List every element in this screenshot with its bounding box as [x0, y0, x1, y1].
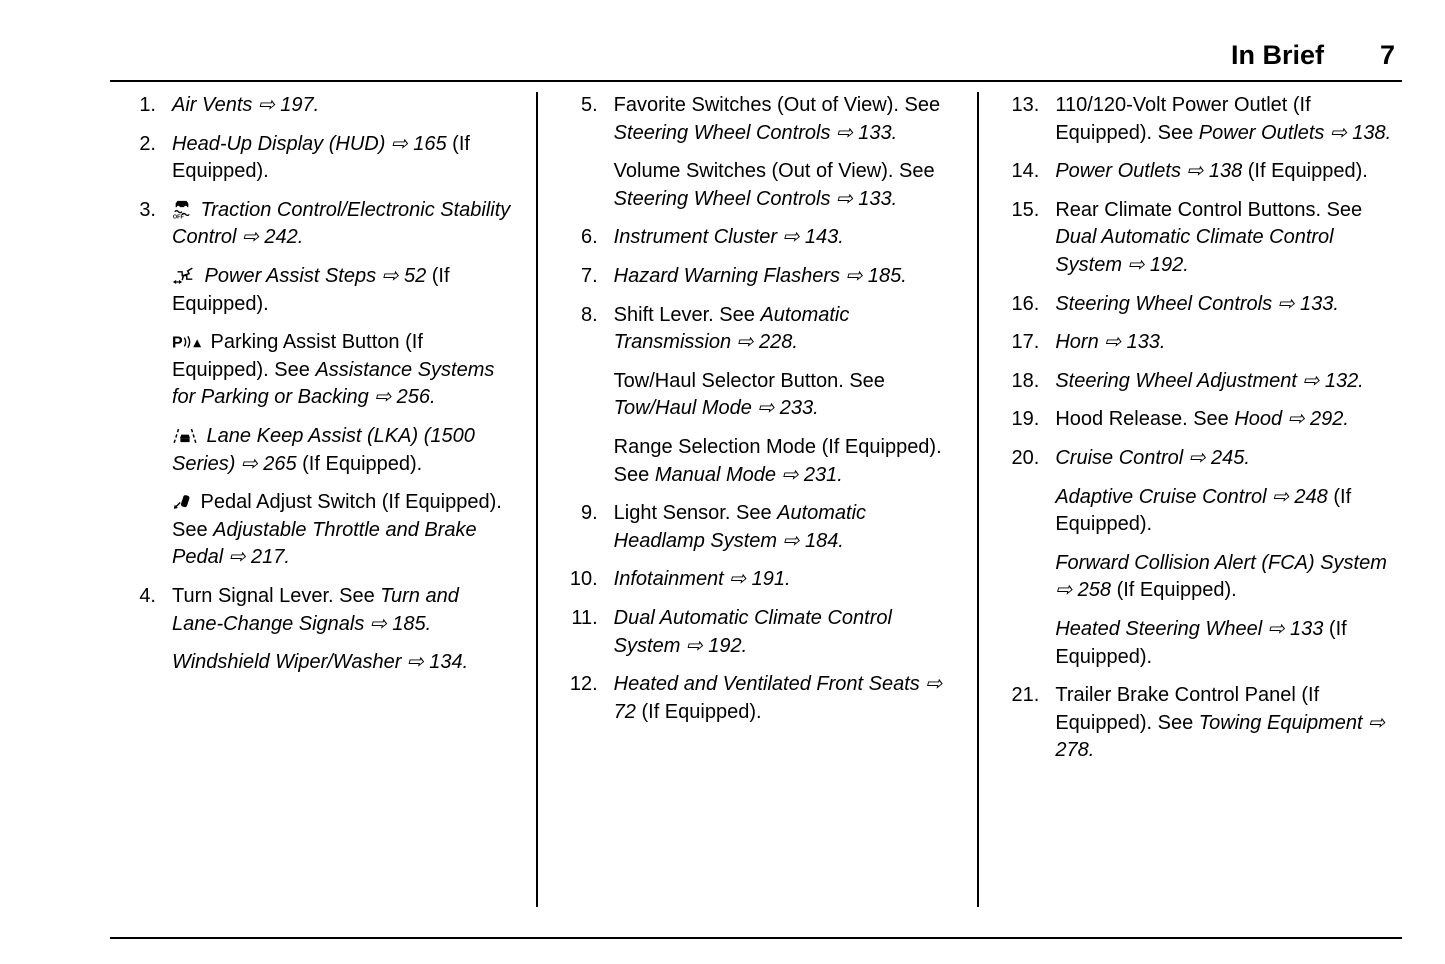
- item-number: 11.: [571, 606, 598, 629]
- text-segment: Adaptive Cruise Control ⇨ 248: [1055, 485, 1328, 508]
- item-body: [172, 583, 512, 688]
- list-item: [562, 671, 954, 737]
- list-item: [562, 92, 954, 224]
- text-segment: Power Outlets ⇨ 138.: [1198, 121, 1392, 144]
- item-body: [1055, 682, 1395, 776]
- list-item: [562, 605, 954, 671]
- item-paragraph: [1055, 158, 1395, 186]
- item-paragraph: [614, 434, 954, 489]
- text-segment: Tow/Haul Selector Button. See: [613, 369, 885, 392]
- item-number: 5.: [580, 94, 598, 116]
- item-number: 18.: [1011, 369, 1040, 392]
- text-segment: Parking Assist Button (If Equipped). See: [172, 331, 423, 381]
- page-number: 7: [1379, 40, 1395, 70]
- item-paragraph: [1055, 445, 1395, 473]
- list-item: [562, 263, 954, 302]
- text-segment: Trailer Brake Control Panel (If Equipped). See: [1055, 684, 1320, 734]
- parking-assist-icon: [172, 333, 202, 351]
- item-paragraph: [614, 566, 954, 594]
- list-item: [1003, 682, 1395, 776]
- item-number: 17.: [1011, 331, 1040, 354]
- item-number: 19.: [1011, 408, 1040, 431]
- list-item: [1003, 406, 1395, 445]
- text-segment: Power Outlets ⇨ 138: [1055, 160, 1243, 183]
- text-segment: Lane Keep Assist (LKA) (1500 Series) ⇨ 265: [172, 424, 475, 475]
- item-number: 16.: [1011, 292, 1040, 315]
- text-segment: Hood Release. See: [1055, 408, 1235, 431]
- item-paragraph: [1055, 616, 1395, 671]
- item-body: [1055, 158, 1395, 197]
- item-body: [614, 500, 954, 566]
- list-item: [562, 302, 954, 501]
- text-segment: Infotainment ⇨ 191.: [613, 568, 791, 591]
- page-header: [110, 40, 1395, 71]
- item-number: 21.: [1011, 684, 1040, 707]
- text-segment: (If Equipped).: [172, 264, 450, 315]
- item-paragraph: [614, 500, 954, 555]
- text-segment: Towing Equipment ⇨ 278.: [1055, 711, 1385, 762]
- text-segment: Dual Automatic Climate Control System ⇨ 192.: [1055, 226, 1334, 276]
- list-item: [120, 92, 512, 131]
- text-segment: Rear Climate Control Buttons. See: [1055, 198, 1363, 221]
- list-item: [562, 224, 954, 263]
- text-segment: Dual Automatic Climate Control System ⇨ 192.: [613, 606, 892, 657]
- item-paragraph: [614, 92, 954, 147]
- item-body: [614, 263, 954, 302]
- item-paragraph: [614, 158, 954, 213]
- text-segment: Traction Control/Electronic Stability Control ⇨ 242.: [172, 198, 511, 249]
- text-segment: Adjustable Throttle and Brake Pedal ⇨ 217.: [172, 518, 477, 569]
- power-assist-steps-icon: [172, 266, 196, 285]
- item-body: [614, 224, 954, 263]
- item-body: [1055, 329, 1395, 368]
- svg-text:OFF: OFF: [172, 214, 184, 219]
- item-paragraph: [1055, 197, 1395, 280]
- text-segment: Horn ⇨ 133.: [1055, 331, 1166, 354]
- text-segment: Air Vents ⇨ 197.: [172, 94, 320, 116]
- item-body: [614, 302, 954, 501]
- list-item: [1003, 92, 1395, 158]
- item-number: 1.: [139, 94, 156, 116]
- text-segment: Turn and Lane-Change Signals ⇨ 185.: [172, 584, 459, 635]
- bottom-rule: [110, 937, 1402, 939]
- column-1: [118, 92, 536, 907]
- item-number: 12.: [569, 673, 598, 696]
- text-segment: (If Equipped).: [635, 700, 762, 723]
- item-paragraph: [1055, 484, 1395, 539]
- item-body: [1055, 197, 1395, 291]
- list-item: [1003, 368, 1395, 407]
- text-segment: Range Selection Mode (If Equipped). See: [613, 435, 942, 486]
- text-segment: Steering Wheel Adjustment ⇨ 132.: [1055, 369, 1364, 392]
- item-paragraph: [614, 368, 954, 423]
- item-number: 14.: [1011, 160, 1040, 183]
- item-number: 20.: [1011, 446, 1040, 469]
- text-segment: Manual Mode ⇨ 231.: [654, 463, 843, 486]
- traction-control-icon: [172, 199, 192, 219]
- item-body: [1055, 368, 1395, 407]
- item-number: 2.: [139, 132, 156, 155]
- item-body: [172, 197, 512, 583]
- column-3: [979, 92, 1395, 907]
- text-segment: Heated Steering Wheel ⇨ 133: [1055, 617, 1324, 640]
- list-item: [120, 197, 512, 583]
- column-2: [538, 92, 978, 907]
- item-paragraph: [1055, 368, 1395, 396]
- item-number: 9.: [580, 502, 598, 525]
- item-paragraph: [1055, 406, 1395, 434]
- text-segment: (If Equipped).: [1055, 485, 1352, 536]
- text-segment: Power Assist Steps ⇨ 52: [199, 264, 427, 287]
- text-segment: Forward Collision Alert (FCA) System ⇨ 258: [1055, 551, 1387, 602]
- item-body: [614, 566, 954, 605]
- list-item: [1003, 329, 1395, 368]
- item-paragraph: [1055, 550, 1395, 605]
- lane-keep-assist-icon: [172, 428, 198, 445]
- text-segment: Windshield Wiper/Washer ⇨ 134.: [172, 651, 469, 674]
- item-number: 8.: [580, 303, 598, 326]
- item-paragraph: [614, 302, 954, 357]
- text-segment: Hood ⇨ 292.: [1234, 408, 1349, 431]
- svg-text:P: P: [172, 334, 183, 352]
- text-segment: Head-Up Display (HUD) ⇨ 165: [172, 132, 447, 155]
- item-number: 4.: [139, 584, 156, 607]
- item-paragraph: [1055, 92, 1395, 147]
- list-item: [1003, 291, 1395, 330]
- text-segment: Steering Wheel Controls ⇨ 133.: [613, 121, 898, 144]
- text-segment: Automatic Transmission ⇨ 228.: [613, 303, 850, 354]
- pedal-adjust-icon: [172, 494, 192, 511]
- text-segment: (If Equipped).: [1055, 617, 1347, 668]
- item-paragraph: [172, 489, 512, 572]
- list-item: [562, 500, 954, 566]
- text-segment: Pedal Adjust Switch (If Equipped). See: [172, 491, 502, 541]
- text-segment: Light Sensor. See: [613, 502, 778, 525]
- item-paragraph: [614, 671, 954, 726]
- text-segment: (If Equipped).: [1242, 160, 1368, 183]
- text-segment: Heated and Ventilated Front Seats ⇨ 72: [613, 673, 943, 723]
- list-item: [1003, 158, 1395, 197]
- text-segment: (If Equipped).: [1111, 579, 1237, 602]
- list-item: [1003, 197, 1395, 291]
- item-number: 3.: [139, 198, 156, 221]
- item-body: [1055, 406, 1395, 445]
- content-columns: [118, 92, 1395, 907]
- item-number: 13.: [1011, 94, 1040, 116]
- item-paragraph: [172, 263, 512, 318]
- item-paragraph: [172, 92, 512, 120]
- text-segment: Steering Wheel Controls ⇨ 133.: [613, 187, 898, 210]
- item-paragraph: [172, 131, 512, 186]
- list-item: [1003, 445, 1395, 682]
- text-segment: Favorite Switches (Out of View). See: [613, 94, 941, 116]
- text-segment: Cruise Control ⇨ 245.: [1055, 446, 1250, 469]
- item-body: [1055, 291, 1395, 330]
- text-segment: 110/120-Volt Power Outlet (If Equipped). See: [1055, 94, 1311, 144]
- item-body: [1055, 92, 1395, 158]
- item-body: [1055, 445, 1395, 682]
- text-segment: (If Equipped).: [296, 452, 423, 475]
- item-body: [614, 605, 954, 671]
- text-segment: Volume Switches (Out of View). See: [613, 160, 935, 183]
- text-segment: Instrument Cluster ⇨ 143.: [613, 226, 844, 249]
- item-number: 15.: [1011, 198, 1040, 221]
- item-paragraph: [172, 649, 512, 677]
- text-segment: Hazard Warning Flashers ⇨ 185.: [613, 264, 907, 287]
- text-segment: Steering Wheel Controls ⇨ 133.: [1055, 292, 1339, 315]
- item-paragraph: [172, 583, 512, 638]
- page-title: In Brief: [1230, 40, 1324, 70]
- item-paragraph: [172, 423, 512, 478]
- text-segment: Shift Lever. See: [613, 303, 761, 326]
- item-body: [172, 131, 512, 197]
- item-paragraph: [1055, 682, 1395, 765]
- item-paragraph: [1055, 329, 1395, 357]
- text-segment: (If Equipped).: [172, 132, 470, 183]
- item-paragraph: [172, 329, 512, 412]
- item-number: 10.: [569, 568, 598, 591]
- list-item: [120, 131, 512, 197]
- text-segment: Automatic Headlamp System ⇨ 184.: [613, 502, 867, 552]
- header-rule: [110, 80, 1402, 82]
- item-paragraph: [614, 224, 954, 252]
- text-segment: Assistance Systems for Parking or Backing ⇨ 256.: [172, 358, 495, 409]
- text-segment: Turn Signal Lever. See: [172, 584, 381, 607]
- item-paragraph: [1055, 291, 1395, 319]
- item-body: [614, 671, 954, 737]
- list-item: [120, 583, 512, 688]
- item-body: [614, 92, 954, 224]
- item-body: [172, 92, 512, 131]
- text-segment: Tow/Haul Mode ⇨ 233.: [613, 397, 819, 420]
- item-number: 7.: [580, 264, 598, 287]
- item-paragraph: [614, 605, 954, 660]
- list-item: [562, 566, 954, 605]
- item-number: 6.: [580, 226, 598, 249]
- item-paragraph: [172, 197, 512, 252]
- item-paragraph: [614, 263, 954, 291]
